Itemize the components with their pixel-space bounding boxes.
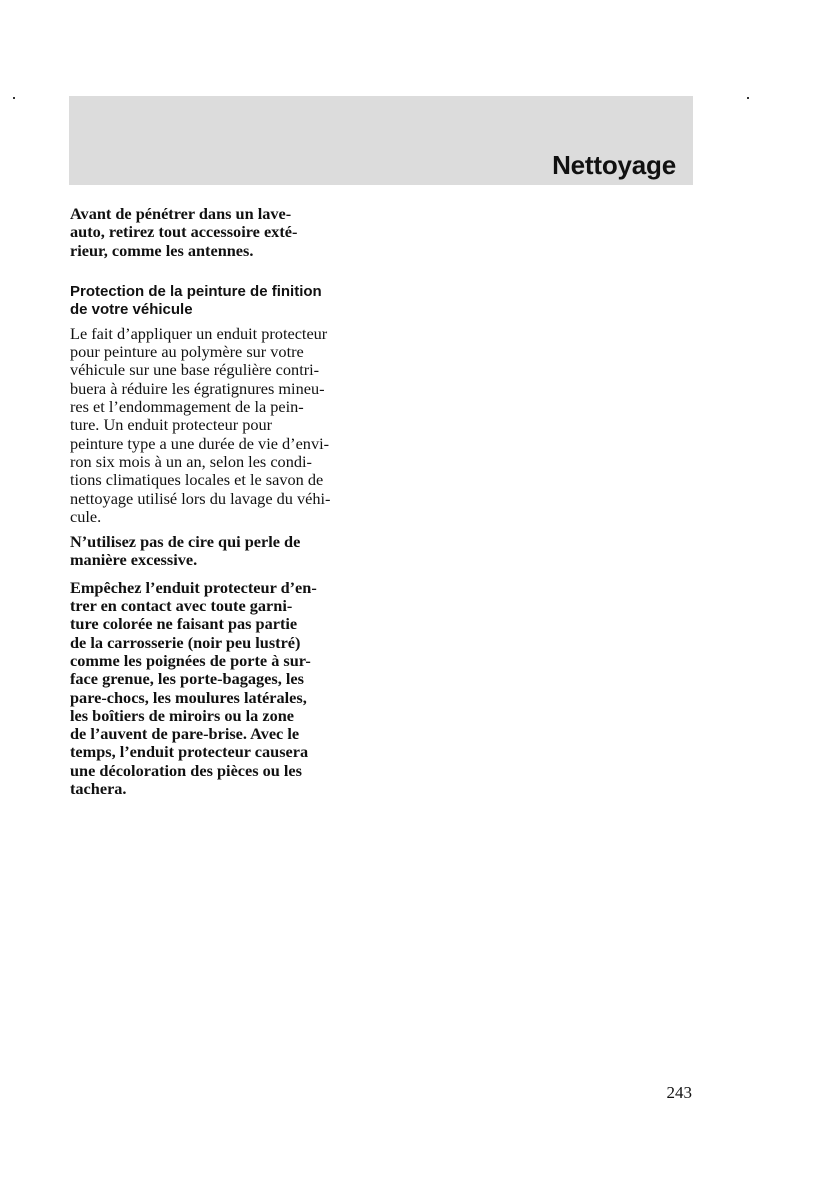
section-title: Nettoyage [552,150,676,180]
crop-mark-left [13,97,15,99]
section-header-band [69,96,693,185]
wax-warning: N’utilisez pas de cire qui perle de manière excessive. [70,532,301,570]
trim-contact-warning: Empêchez l’enduit protecteur d’en- trer en contact avec toute garni- ture colorée ne faisant pas partie de la carrosserie (noir peu lustré) comme les poignées de porte à sur- face grenue, les porte-bagages, les pare-chocs, les moulures latérales, les boîtiers de miroirs ou la zone de l’auvent de pare-brise. Avec le temps, l’enduit protecteur causera une décoloration des pièces ou les tachera. [70,577,317,799]
paint-protection-paragraph: Le fait d’appliquer un enduit protecteur pour peinture au polymère sur votre véhicule sur une base régulière contri- buera à réduire les égratignures mineu- res et l’endommagement de la pein- ture. Un enduit protecteur pour peinture type a une durée de vie d’envi- ron six mois à un an, selon les condi- tions climatiques locales et le savon de nettoyage utilisé lors du lavage du véhi- cule. [70,323,331,526]
intro-warning: Avant de pénétrer dans un lave- auto, retirez tout accessoire exté- rieur, comme les antennes. [70,204,298,260]
crop-mark-right [747,97,749,99]
text-column [70,205,362,798]
paint-protection-heading: Protection de la peinture de finition de votre véhicule [70,282,322,319]
page-number: 243 [666,1083,692,1102]
